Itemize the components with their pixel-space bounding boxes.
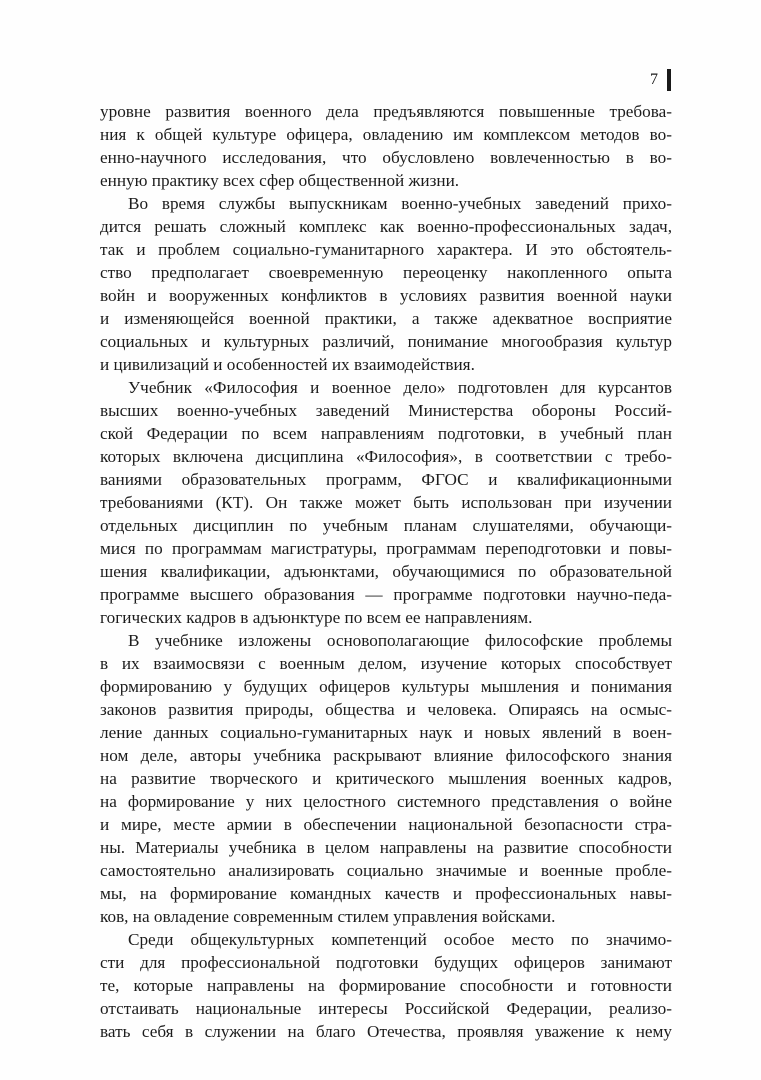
text-line: и цивилизаций и особенностей их взаимодействия. (100, 355, 475, 374)
text-line: Среди общекультурных компетенций особое место по значимо- (128, 930, 672, 949)
text-line: на развитие творческого и критического мышления военных кадров, (100, 769, 672, 788)
paragraph (100, 629, 672, 928)
page-marker-bar (667, 69, 671, 91)
text-line: мы, на формирование командных качеств и профессиональных навы- (100, 884, 672, 903)
text-line: ской Федерации по всем направлениям подготовки, в учебный план (100, 424, 672, 443)
text-line: формированию у будущих офицеров культуры мышления и понимания (100, 677, 672, 696)
text-line: ление данных социально-гуманитарных наук и новых явлений в воен- (100, 723, 672, 742)
text-line: сти для профессиональной подготовки будущих офицеров занимают (100, 953, 672, 972)
text-line: Учебник «Философия и военное дело» подготовлен для курсантов (128, 378, 672, 397)
page-number: 7 (650, 71, 658, 88)
text-line: те, которые направлены на формирование способности и готовности (100, 976, 672, 995)
text-line: ков, на овладение современным стилем управления войсками. (100, 907, 556, 926)
text-line: В учебнике изложены основополагающие философские проблемы (128, 631, 672, 650)
text-line: Во время службы выпускникам военно-учебных заведений прихо- (128, 194, 672, 213)
text-line: дится решать сложный комплекс как военно-профессиональных задач, (100, 217, 672, 236)
text-line: ном деле, авторы учебника раскрывают влияние философского знания (100, 746, 672, 765)
text-line: уровне развития военного дела предъявляются повышенные требова- (100, 102, 672, 121)
text-line: енно-научного исследования, что обусловлено вовлеченностью в во- (100, 148, 672, 167)
paragraph (100, 928, 672, 1043)
text-line: шения квалификации, адъюнктами, обучающимися по образовательной (100, 562, 672, 581)
text-line: ны. Материалы учебника в целом направлены на развитие способности (100, 838, 672, 857)
text-line: ство предполагает своевременную переоценку накопленного опыта (100, 263, 672, 282)
text-line: мися по программам магистратуры, программам переподготовки и повы- (100, 539, 672, 558)
text-line: самостоятельно анализировать социально значимые и военные пробле- (100, 861, 672, 880)
text-line: которых включена дисциплина «Философия», в соответствии с требо- (100, 447, 672, 466)
text-line: войн и вооруженных конфликтов в условиях развития военной науки (100, 286, 672, 305)
text-line: и мире, месте армии в обеспечении национальной безопасности стра- (100, 815, 672, 834)
text-line: и изменяющейся военной практики, а также адекватное восприятие (100, 309, 672, 328)
text-line: социальных и культурных различий, понимание многообразия культур (100, 332, 672, 351)
text-line: гогических кадров в адъюнктуре по всем ее направлениям. (100, 608, 533, 627)
text-line: так и проблем социально-гуманитарного характера. И это обстоятель- (100, 240, 672, 259)
text-line: вать себя в служении на благо Отечества, проявляя уважение к нему (100, 1022, 672, 1041)
paragraph (100, 376, 672, 629)
text-line: ния к общей культуре офицера, овладению им комплексом методов во- (100, 125, 672, 144)
text-line: в их взаимосвязи с военным делом, изучение которых способствует (100, 654, 672, 673)
text-line: енную практику всех сфер общественной жизни. (100, 171, 460, 190)
text-line: на формирование у них целостного системного представления о войне (100, 792, 672, 811)
text-line: законов развития природы, общества и человека. Опираясь на осмыс- (100, 700, 672, 719)
page-number-header (650, 68, 671, 92)
text-line: ваниями образовательных программ, ФГОС и квалификационными (100, 470, 672, 489)
paragraph (100, 100, 672, 192)
text-line: высших военно-учебных заведений Министерства обороны Россий- (100, 401, 672, 420)
text-line: отстаивать национальные интересы Российской Федерации, реализо- (100, 999, 672, 1018)
paragraph (100, 192, 672, 376)
body-text (100, 100, 672, 1043)
text-line: программе высшего образования — программе подготовки научно-педа- (100, 585, 672, 604)
text-line: отдельных дисциплин по учебным планам слушателями, обучающи- (100, 516, 672, 535)
text-line: требованиями (КТ). Он также может быть использован при изучении (100, 493, 672, 512)
